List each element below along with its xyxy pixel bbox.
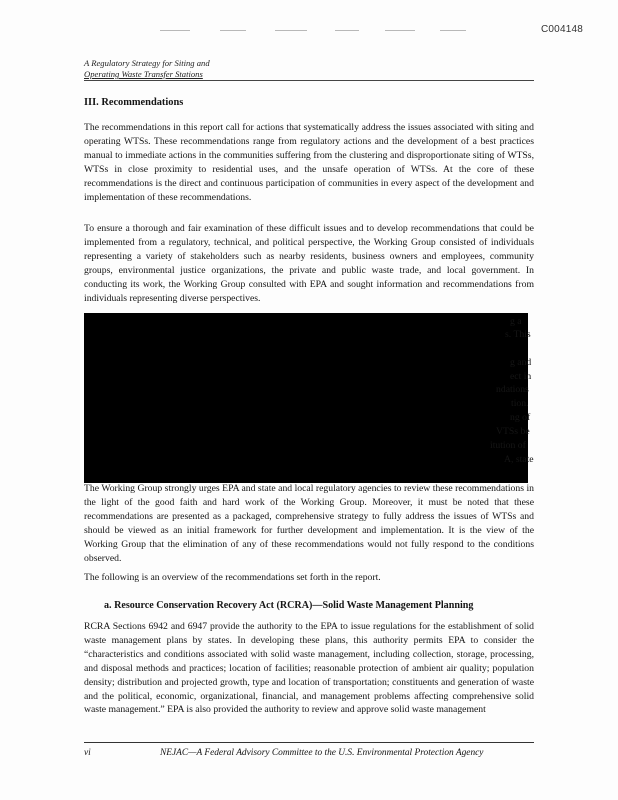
redaction-fragment: ng of: [510, 412, 531, 423]
footer-rule: [84, 742, 534, 743]
redaction-fragment: g and: [510, 357, 532, 368]
running-header-line1: A Regulatory Strategy for Siting and: [84, 58, 210, 68]
redaction-fragment: itution of: [490, 440, 526, 451]
running-header-line2: Operating Waste Transfer Stations: [84, 69, 203, 79]
paragraph-intro: The recommendations in this report call for actions that systematically address the issues associated with siting and operating WTSs. These recommendations range from regulatory actions and the development of a best practices manual to immediate actions in the communities suffering from the clustering and disproportionate siting of WTSs, WTSs in close proximity to residential uses, and the unsafe operation of WTSs. At the core of these recommendations is the direct and continuous participation of communities in every aspect of the development and implementation of these recommendations.: [84, 122, 534, 203]
scan-artifact: [440, 30, 466, 31]
redaction-fragment: ndations: [496, 384, 529, 395]
scan-artifact: [385, 30, 415, 31]
bates-number: C004148: [541, 24, 583, 35]
redaction-fragment: g a: [510, 316, 522, 327]
scan-artifact: [335, 30, 359, 31]
redaction-fragment: s. This: [505, 329, 531, 340]
redaction-fragment: ect in: [510, 371, 532, 382]
paragraph-working-group: To ensure a thorough and fair examination of these difficult issues and to develop recommendations that could be implemented from a regulatory, technical, and political perspective, the Working Group consisted of individuals representing a variety of stakeholders such as nearby residents, business owners and employees, community groups, environmental justice organizations, the private and public waste trade, and local government. In conducting its work, the Working Group consulted with EPA and sought information and recommendations from individuals representing diverse perspectives.: [84, 223, 534, 304]
paragraph-overview: The following is an overview of the recommendations set forth in the report.: [84, 572, 381, 583]
redaction-fragment: tion.: [511, 398, 529, 409]
redaction-block: [84, 313, 531, 483]
running-header: [84, 58, 210, 80]
footer-page-number: vi: [84, 748, 91, 758]
scan-artifact: [220, 30, 246, 31]
footer-text: NEJAC—A Federal Advisory Committee to the U.S. Environmental Protection Agency: [160, 748, 484, 758]
redaction-fragment: VTSs be: [496, 426, 530, 437]
scan-artifact: [160, 30, 190, 31]
section-heading: III. Recommendations: [84, 97, 184, 108]
paragraph-urges-epa: The Working Group strongly urges EPA and state and local regulatory agencies to review these recommendations in the light of the good faith and hard work of the Working Group. Moreover, it must be noted that these recommendations are presented as a packaged, comprehensive strategy to fully address the issues of WTSs and should be viewed as an initial framework for further development and implementation. It is the view of the Working Group that the elimination of any of these recommendations would not fully respond to the conditions observed.: [84, 483, 534, 564]
header-rule: [84, 80, 534, 81]
scan-artifact: [275, 30, 307, 31]
subsection-heading: a. Resource Conservation Recovery Act (RCRA)—Solid Waste Management Planning: [104, 600, 474, 611]
redaction-fragment: A, state: [504, 454, 534, 465]
paragraph-rcra: RCRA Sections 6942 and 6947 provide the authority to the EPA to issue regulations for the establishment of solid waste management plans by states. In developing these plans, this authority permits EPA to consider the “characteristics and conditions associated with solid waste management, including collection, storage, processing, and disposal methods and practices; location of facilities; reasonable protection of ambient air quality; population density; distribution and projected growth, type and location of transportation; constituents and generation of waste and the political, economic, organizational, financial, and management problems affecting comprehensive solid waste management.” EPA is also provided the authority to review and approve solid waste management: [84, 621, 534, 716]
